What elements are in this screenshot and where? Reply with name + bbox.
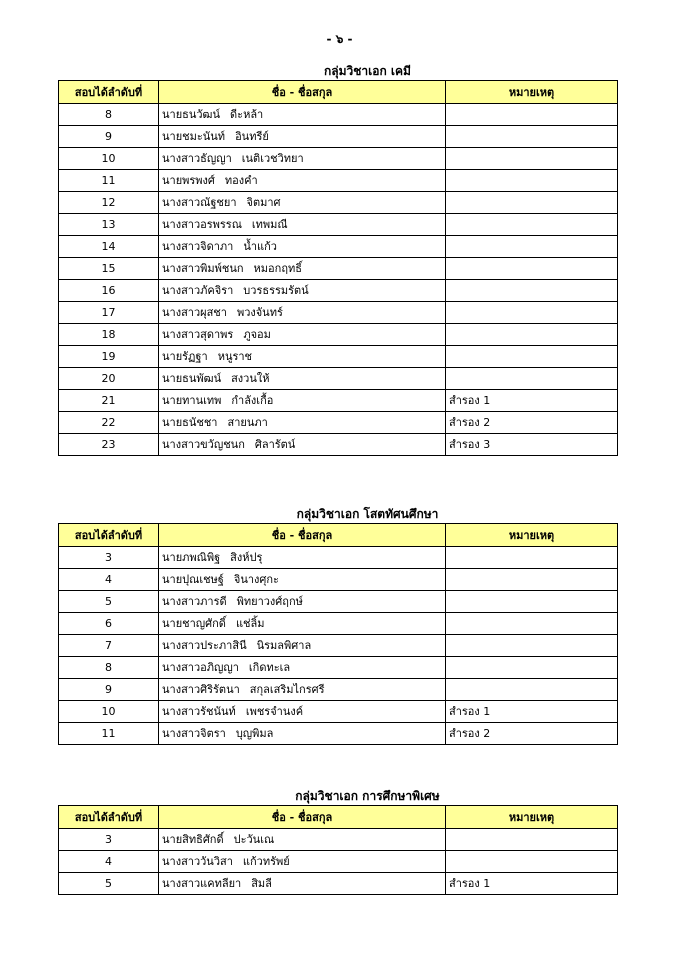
rank-cell: 18 <box>59 324 159 346</box>
name-cell <box>159 346 446 368</box>
note-cell <box>446 547 618 569</box>
name-cell <box>159 657 446 679</box>
rank-cell: 8 <box>59 104 159 126</box>
first-name: นางสาวศิริรัตนา <box>162 683 240 696</box>
last-name: นิรมลพิศาล <box>256 639 312 652</box>
table-row <box>59 258 618 280</box>
last-name: พิทยาวงศ์ฤกษ์ <box>236 595 303 608</box>
table-row <box>59 412 618 434</box>
note-cell <box>446 258 618 280</box>
rank-cell: 8 <box>59 657 159 679</box>
name-cell <box>159 170 446 192</box>
note-cell <box>446 214 618 236</box>
name-cell <box>159 390 446 412</box>
name-cell <box>159 280 446 302</box>
rank-cell: 10 <box>59 701 159 723</box>
table-header-row <box>59 524 618 547</box>
last-name: สกุลเสริมไกรศรี <box>249 683 325 696</box>
header-rank: สอบได้ลำดับที่ <box>59 524 159 547</box>
note-cell <box>446 829 618 851</box>
rank-cell: 3 <box>59 829 159 851</box>
note-cell <box>446 170 618 192</box>
table-row <box>59 192 618 214</box>
first-name: นางสาวขวัญชนก <box>162 438 245 451</box>
name-cell <box>159 412 446 434</box>
page-number: - ๖ - <box>326 32 353 46</box>
rank-cell: 4 <box>59 851 159 873</box>
last-name: สงวนให้ <box>231 372 270 385</box>
name-cell <box>159 591 446 613</box>
table-row <box>59 170 618 192</box>
table-row <box>59 635 618 657</box>
last-name: สายนภา <box>227 416 268 429</box>
name-cell <box>159 192 446 214</box>
first-name: นางสาวรัชนันท์ <box>162 705 236 718</box>
note-cell: สำรอง 1 <box>446 873 618 895</box>
first-name: นางสาวอภิญญา <box>162 661 239 674</box>
note-cell <box>446 657 618 679</box>
last-name: สิงห์ปรุ <box>230 551 263 564</box>
rank-cell: 17 <box>59 302 159 324</box>
note-cell: สำรอง 2 <box>446 412 618 434</box>
first-name: นางสาววันวิสา <box>162 855 233 868</box>
last-name: แช่ลิ้ม <box>235 617 265 630</box>
name-cell <box>159 569 446 591</box>
last-name: เทพมณี <box>251 218 288 231</box>
first-name: นางสาวภารดี <box>162 595 227 608</box>
results-table <box>58 523 618 745</box>
table-row <box>59 126 618 148</box>
name-cell <box>159 214 446 236</box>
section-title: กลุ่มวิชาเอก การศึกษาพิเศษ <box>295 789 440 803</box>
table-row <box>59 851 618 873</box>
note-cell <box>446 613 618 635</box>
last-name: จินางศุกะ <box>233 573 279 586</box>
first-name: นางสาวผุสชา <box>162 306 227 319</box>
name-cell <box>159 873 446 895</box>
first-name: นางสาวณัฐชยา <box>162 196 237 209</box>
rank-cell: 6 <box>59 613 159 635</box>
name-cell <box>159 324 446 346</box>
rank-cell: 16 <box>59 280 159 302</box>
first-name: นางสาวประภาสินี <box>162 639 247 652</box>
name-cell <box>159 829 446 851</box>
header-rank: สอบได้ลำดับที่ <box>59 81 159 104</box>
rank-cell: 7 <box>59 635 159 657</box>
rank-cell: 9 <box>59 679 159 701</box>
last-name: บุญพิมล <box>235 727 274 740</box>
first-name: นางสาวสุดาพร <box>162 328 234 341</box>
last-name: อินทรีย์ <box>235 130 269 143</box>
rank-cell: 22 <box>59 412 159 434</box>
note-cell <box>446 368 618 390</box>
name-cell <box>159 236 446 258</box>
table-row <box>59 434 618 456</box>
first-name: นายพรพงศ์ <box>162 174 215 187</box>
table-row <box>59 679 618 701</box>
rank-cell: 23 <box>59 434 159 456</box>
note-cell <box>446 302 618 324</box>
rank-cell: 14 <box>59 236 159 258</box>
table-row <box>59 346 618 368</box>
table-row <box>59 591 618 613</box>
name-cell <box>159 547 446 569</box>
table-row <box>59 302 618 324</box>
name-cell <box>159 258 446 280</box>
first-name: นางสาวแคทลียา <box>162 877 242 890</box>
name-cell <box>159 851 446 873</box>
note-cell <box>446 851 618 873</box>
first-name: นายรัฏฐา <box>162 350 208 363</box>
last-name: เพชรจำนงค์ <box>245 705 304 718</box>
note-cell <box>446 346 618 368</box>
section-special-education <box>58 787 617 895</box>
name-cell <box>159 434 446 456</box>
rank-cell: 11 <box>59 723 159 745</box>
last-name: ภูจอม <box>243 328 271 341</box>
rank-cell: 5 <box>59 873 159 895</box>
last-name: เกิดทะเล <box>248 661 291 674</box>
name-cell <box>159 126 446 148</box>
table-header-row <box>59 81 618 104</box>
rank-cell: 5 <box>59 591 159 613</box>
first-name: นายธนพัฒน์ <box>162 372 222 385</box>
header-name: ชื่อ - ชื่อสกุล <box>159 806 446 829</box>
rank-cell: 15 <box>59 258 159 280</box>
rank-cell: 9 <box>59 126 159 148</box>
last-name: พวงจันทร์ <box>236 306 283 319</box>
table-row <box>59 723 618 745</box>
first-name: นายธนัชชา <box>162 416 218 429</box>
note-cell <box>446 148 618 170</box>
name-cell <box>159 302 446 324</box>
name-cell <box>159 613 446 635</box>
rank-cell: 20 <box>59 368 159 390</box>
first-name: นางสาวพิมพ์ชนก <box>162 262 244 275</box>
first-name: นางสาวธัญญา <box>162 152 232 165</box>
name-cell <box>159 104 446 126</box>
header-note: หมายเหตุ <box>446 81 618 104</box>
note-cell <box>446 591 618 613</box>
header-name: ชื่อ - ชื่อสกุล <box>159 524 446 547</box>
first-name: นายภพณิพิฐ <box>162 551 221 564</box>
table-row <box>59 368 618 390</box>
rank-cell: 21 <box>59 390 159 412</box>
last-name: ดีะหล้า <box>230 108 264 121</box>
note-cell: สำรอง 1 <box>446 701 618 723</box>
last-name: น้ำแก้ว <box>243 240 277 253</box>
section-audiovisual <box>58 505 617 745</box>
last-name: หนูราช <box>217 350 253 363</box>
rank-cell: 12 <box>59 192 159 214</box>
name-cell <box>159 368 446 390</box>
name-cell <box>159 701 446 723</box>
last-name: เนติเวชวิทยา <box>241 152 304 165</box>
note-cell: สำรอง 1 <box>446 390 618 412</box>
section-chemistry <box>58 62 617 456</box>
name-cell <box>159 148 446 170</box>
table-row <box>59 657 618 679</box>
name-cell <box>159 679 446 701</box>
section-title: กลุ่มวิชาเอก โสตทัศนศึกษา <box>296 507 439 521</box>
last-name: จิตมาศ <box>246 196 281 209</box>
rank-cell: 10 <box>59 148 159 170</box>
section-title: กลุ่มวิชาเอก เคมี <box>324 64 411 78</box>
header-note: หมายเหตุ <box>446 524 618 547</box>
note-cell <box>446 324 618 346</box>
table-row <box>59 547 618 569</box>
table-row <box>59 390 618 412</box>
table-row <box>59 613 618 635</box>
last-name: ศิลารัตน์ <box>254 438 296 451</box>
table-row <box>59 324 618 346</box>
header-note: หมายเหตุ <box>446 806 618 829</box>
table-row <box>59 104 618 126</box>
table-row <box>59 829 618 851</box>
results-table <box>58 805 618 895</box>
first-name: นายสิทธิศักดิ์ <box>162 833 224 846</box>
last-name: แก้วทรัพย์ <box>242 855 290 868</box>
first-name: นายทานเทพ <box>162 394 222 407</box>
note-cell <box>446 126 618 148</box>
header-rank: สอบได้ลำดับที่ <box>59 806 159 829</box>
rank-cell: 11 <box>59 170 159 192</box>
first-name: นายชาญศักดิ์ <box>162 617 226 630</box>
first-name: นางสาวอรพรรณ <box>162 218 242 231</box>
note-cell <box>446 104 618 126</box>
last-name: สิมลี <box>251 877 272 890</box>
rank-cell: 19 <box>59 346 159 368</box>
note-cell <box>446 192 618 214</box>
table-row <box>59 148 618 170</box>
header-name: ชื่อ - ชื่อสกุล <box>159 81 446 104</box>
note-cell: สำรอง 2 <box>446 723 618 745</box>
last-name: ทองคำ <box>224 174 258 187</box>
first-name: นางสาวจิตรา <box>162 727 226 740</box>
table-row <box>59 214 618 236</box>
note-cell: สำรอง 3 <box>446 434 618 456</box>
table-header-row <box>59 806 618 829</box>
last-name: บวรธรรมรัตน์ <box>243 284 309 297</box>
note-cell <box>446 679 618 701</box>
table-row <box>59 569 618 591</box>
name-cell <box>159 723 446 745</box>
name-cell <box>159 635 446 657</box>
rank-cell: 13 <box>59 214 159 236</box>
last-name: กำลังเกื้อ <box>231 394 274 407</box>
note-cell <box>446 236 618 258</box>
rank-cell: 3 <box>59 547 159 569</box>
first-name: นางสาวภัคจิรา <box>162 284 234 297</box>
results-table <box>58 80 618 456</box>
table-row <box>59 701 618 723</box>
first-name: นายปุณเชษฐ์ <box>162 573 224 586</box>
first-name: นางสาวจิดาภา <box>162 240 234 253</box>
note-cell <box>446 635 618 657</box>
table-row <box>59 873 618 895</box>
note-cell <box>446 569 618 591</box>
last-name: หมอกฤทธิ์ <box>253 262 302 275</box>
note-cell <box>446 280 618 302</box>
table-row <box>59 236 618 258</box>
first-name: นายธนวัฒน์ <box>162 108 221 121</box>
table-row <box>59 280 618 302</box>
rank-cell: 4 <box>59 569 159 591</box>
first-name: นายชมะนันท์ <box>162 130 226 143</box>
last-name: ปะวันเณ <box>233 833 275 846</box>
